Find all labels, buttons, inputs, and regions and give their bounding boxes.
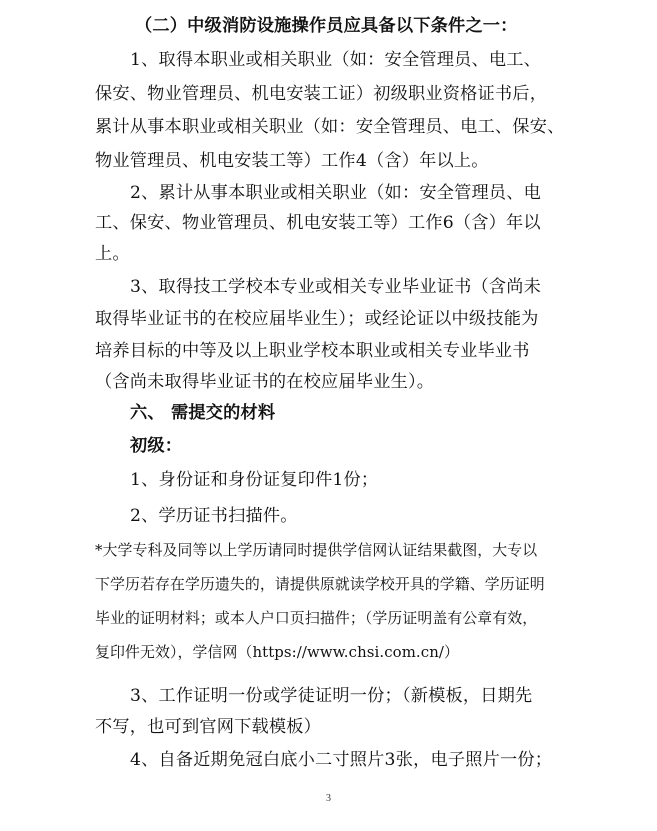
page-number: 3 <box>326 793 331 804</box>
note-line-4: 复印件无效），学信网（https://www.chsi.com.cn/） <box>95 643 459 661</box>
section-two-title: （二）中级消防设施操作员应具备以下条件之一： <box>135 16 518 36</box>
condition-3-line-3: 培养目标的中等及以上职业学校本职业或相关专业毕业书 <box>95 341 530 361</box>
material-3-line-2: 不写，也可到官网下载模板） <box>95 717 322 737</box>
condition-1-line-3: 累计从事本职业或相关职业（如：安全管理员、电工、保安、 <box>95 117 565 137</box>
condition-2-line-3: 上。 <box>95 244 130 264</box>
condition-1-line-4: 物业管理员、机电安装工等）工作4（含）年以上。 <box>95 151 489 171</box>
material-2: 2、学历证书扫描件。 <box>130 506 298 526</box>
level-label: 初级： <box>130 436 183 456</box>
section-six-title: 六、 需提交的材料 <box>130 403 276 423</box>
note-line-2: 下学历若存在学历遗失的，请提供原就读学校开具的学籍、学历证明 <box>95 575 545 593</box>
condition-3-line-4: （含尚未取得毕业证书的在校应届毕业生）。 <box>95 372 435 392</box>
condition-2-line-2: 工、保安、物业管理员、机电安装工等）工作6（含）年以 <box>95 213 541 233</box>
condition-1-line-2: 保安、物业管理员、机电安装工证）初级职业资格证书后， <box>95 84 548 104</box>
material-1: 1、身份证和身份证复印件1份； <box>130 470 379 490</box>
material-3-line-1: 3、工作证明一份或学徒证明一份；（新模板，日期先 <box>130 686 533 706</box>
note-line-1: *大学专科及同等以上学历请同时提供学信网认证结果截图，大专以 <box>95 541 538 559</box>
note-line-3: 毕业的证明材料；或本人户口页扫描件；（学历证明盖有公章有效， <box>95 609 538 627</box>
condition-3-line-1: 3、取得技工学校本专业或相关专业毕业证书（含尚未 <box>130 277 542 297</box>
condition-2-line-1: 2、累计从事本职业或相关职业（如：安全管理员、电 <box>130 183 542 203</box>
material-4: 4、自备近期免冠白底小二寸照片3张，电子照片一份； <box>130 750 553 770</box>
condition-3-line-2: 取得毕业证书的在校应届毕业生）；或经论证以中级技能为 <box>95 309 539 329</box>
condition-1-line-1: 1、取得本职业或相关职业（如：安全管理员、电工、 <box>130 50 542 70</box>
